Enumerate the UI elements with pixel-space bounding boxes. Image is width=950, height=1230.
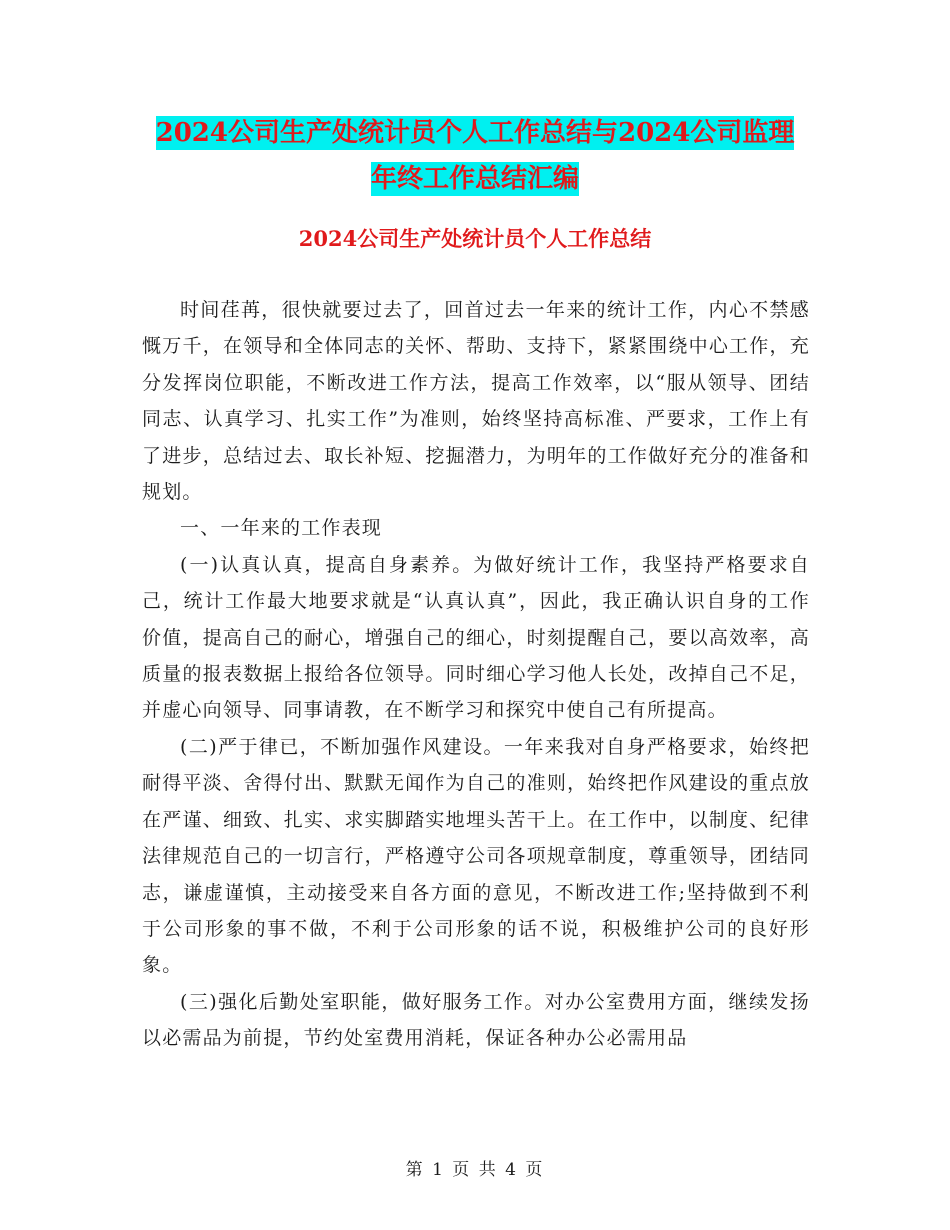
- paragraph-item-1: (一)认真认真，提高自身素养。为做好统计工作，我坚持严格要求自己，统计工作最大地要求就是“认真认真”，因此，我正确认识自身的工作价值，提高自己的耐心，增强自己的细心，时刻提醒自己，要以高效率，高质量的报表数据上报给各位领导。同时细心学习他人长处，改掉自己不足，并虚心向领导、同事请教，在不断学习和探究中使自己有所提高。: [142, 553, 810, 722]
- section-title: 2024公司生产处统计员个人工作总结: [298, 226, 652, 251]
- body-text: [142, 292, 810, 1057]
- paragraph-heading-1: 一、一年来的工作表现: [180, 517, 383, 540]
- paragraph-intro: 时间荏苒，很快就要过去了，回首过去一年来的统计工作，内心不禁感慨万千，在领导和全体同志的关怀、帮助、支持下，紧紧围绕中心工作，充分发挥岗位职能，不断改进工作方法，提高工作效率，以“服从领导、团结同志、认真学习、扎实工作”为准则，始终坚持高标准、严要求，工作上有了进步，总结过去、取长补短、挖掘潜力，为明年的工作做好充分的准备和规划。: [142, 299, 810, 504]
- paragraph-item-2: (二)严于律已，不断加强作风建设。一年来我对自身严格要求，始终把耐得平淡、舍得付出、默默无闻作为自己的准则，始终把作风建设的重点放在严谨、细致、扎实、求实脚踏实地埋头苦干上。在工作中，以制度、纪律法律规范自己的一切言行，严格遵守公司各项规章制度，尊重领导，团结同志，谦虚谨慎，主动接受来自各方面的意见，不断改进工作;坚持做到不利于公司形象的事不做，不利于公司形象的话不说，积极维护公司的良好形象。: [142, 735, 810, 977]
- document-title-line-1: [140, 112, 810, 149]
- title-highlight-1: 2024公司生产处统计员个人工作总结与2024公司监理: [155, 118, 795, 148]
- page-footer: 第 1 页 共 4 页: [405, 1160, 545, 1180]
- paragraph-item-3: (三)强化后勤处室职能，做好服务工作。对办公室费用方面，继续发扬以必需品为前提，节约处室费用消耗，保证各种办公必需用品: [142, 990, 810, 1050]
- document-title-line-2: [140, 158, 810, 195]
- title-highlight-2: 年终工作总结汇编: [370, 164, 579, 194]
